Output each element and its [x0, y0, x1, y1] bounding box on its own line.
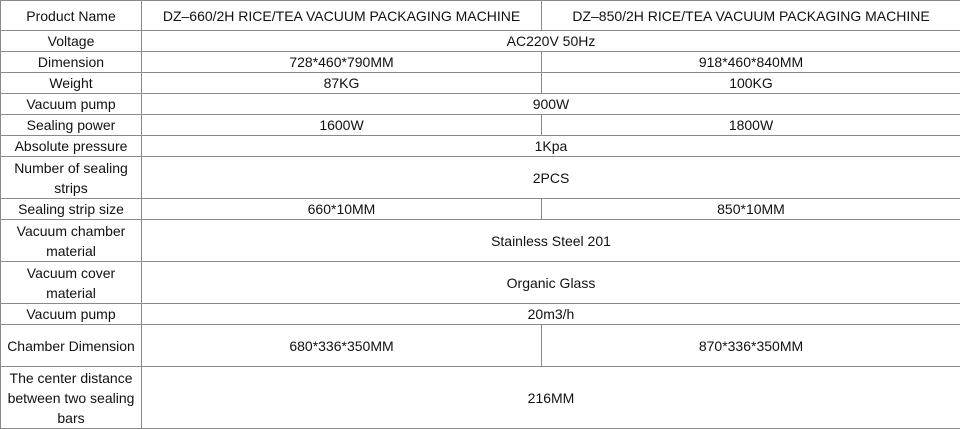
- table-row: [1, 31, 960, 52]
- table-row: [1, 136, 960, 157]
- row-label: Vacuum chamber material: [1, 220, 142, 262]
- row-value: 900W: [142, 94, 960, 115]
- table-row: [1, 304, 960, 325]
- row-value: AC220V 50Hz: [142, 31, 960, 52]
- table-row: [1, 157, 960, 199]
- header-model-b: DZ–850/2H RICE/TEA VACUUM PACKAGING MACHINE: [542, 1, 960, 31]
- row-value: Organic Glass: [142, 262, 960, 304]
- row-label: Dimension: [1, 52, 142, 73]
- header-label: Product Name: [1, 1, 142, 31]
- header-model-a: DZ–660/2H RICE/TEA VACUUM PACKAGING MACHINE: [142, 1, 542, 31]
- row-value: 20m3/h: [142, 304, 960, 325]
- header-row: [1, 1, 960, 31]
- row-value-b: 850*10MM: [542, 199, 960, 220]
- table-row: [1, 220, 960, 262]
- row-label: Absolute pressure: [1, 136, 142, 157]
- table-row: [1, 52, 960, 73]
- row-value-b: 1800W: [542, 115, 960, 136]
- row-label: Sealing power: [1, 115, 142, 136]
- row-value: 216MM: [142, 367, 960, 429]
- row-value-a: 728*460*790MM: [142, 52, 542, 73]
- row-value: 2PCS: [142, 157, 960, 199]
- row-label: Number of sealing strips: [1, 157, 142, 199]
- row-value-a: 660*10MM: [142, 199, 542, 220]
- table-row: [1, 262, 960, 304]
- table-row: [1, 367, 960, 429]
- row-value: Stainless Steel 201: [142, 220, 960, 262]
- row-value-a: 87KG: [142, 73, 542, 94]
- row-value-b: 918*460*840MM: [542, 52, 960, 73]
- row-label: Chamber Dimension: [1, 325, 142, 367]
- row-label: The center distance between two sealing bars: [1, 367, 142, 429]
- row-value-b: 100KG: [542, 73, 960, 94]
- table-row: [1, 115, 960, 136]
- table-row: [1, 199, 960, 220]
- row-label: Vacuum pump: [1, 94, 142, 115]
- row-label: Weight: [1, 73, 142, 94]
- row-value-b: 870*336*350MM: [542, 325, 960, 367]
- row-label: Vacuum cover material: [1, 262, 142, 304]
- row-label: Voltage: [1, 31, 142, 52]
- row-value-a: 1600W: [142, 115, 542, 136]
- row-label: Vacuum pump: [1, 304, 142, 325]
- table-row: [1, 325, 960, 367]
- table-row: [1, 94, 960, 115]
- table-row: [1, 73, 960, 94]
- row-label: Sealing strip size: [1, 199, 142, 220]
- row-value: 1Kpa: [142, 136, 960, 157]
- row-value-a: 680*336*350MM: [142, 325, 542, 367]
